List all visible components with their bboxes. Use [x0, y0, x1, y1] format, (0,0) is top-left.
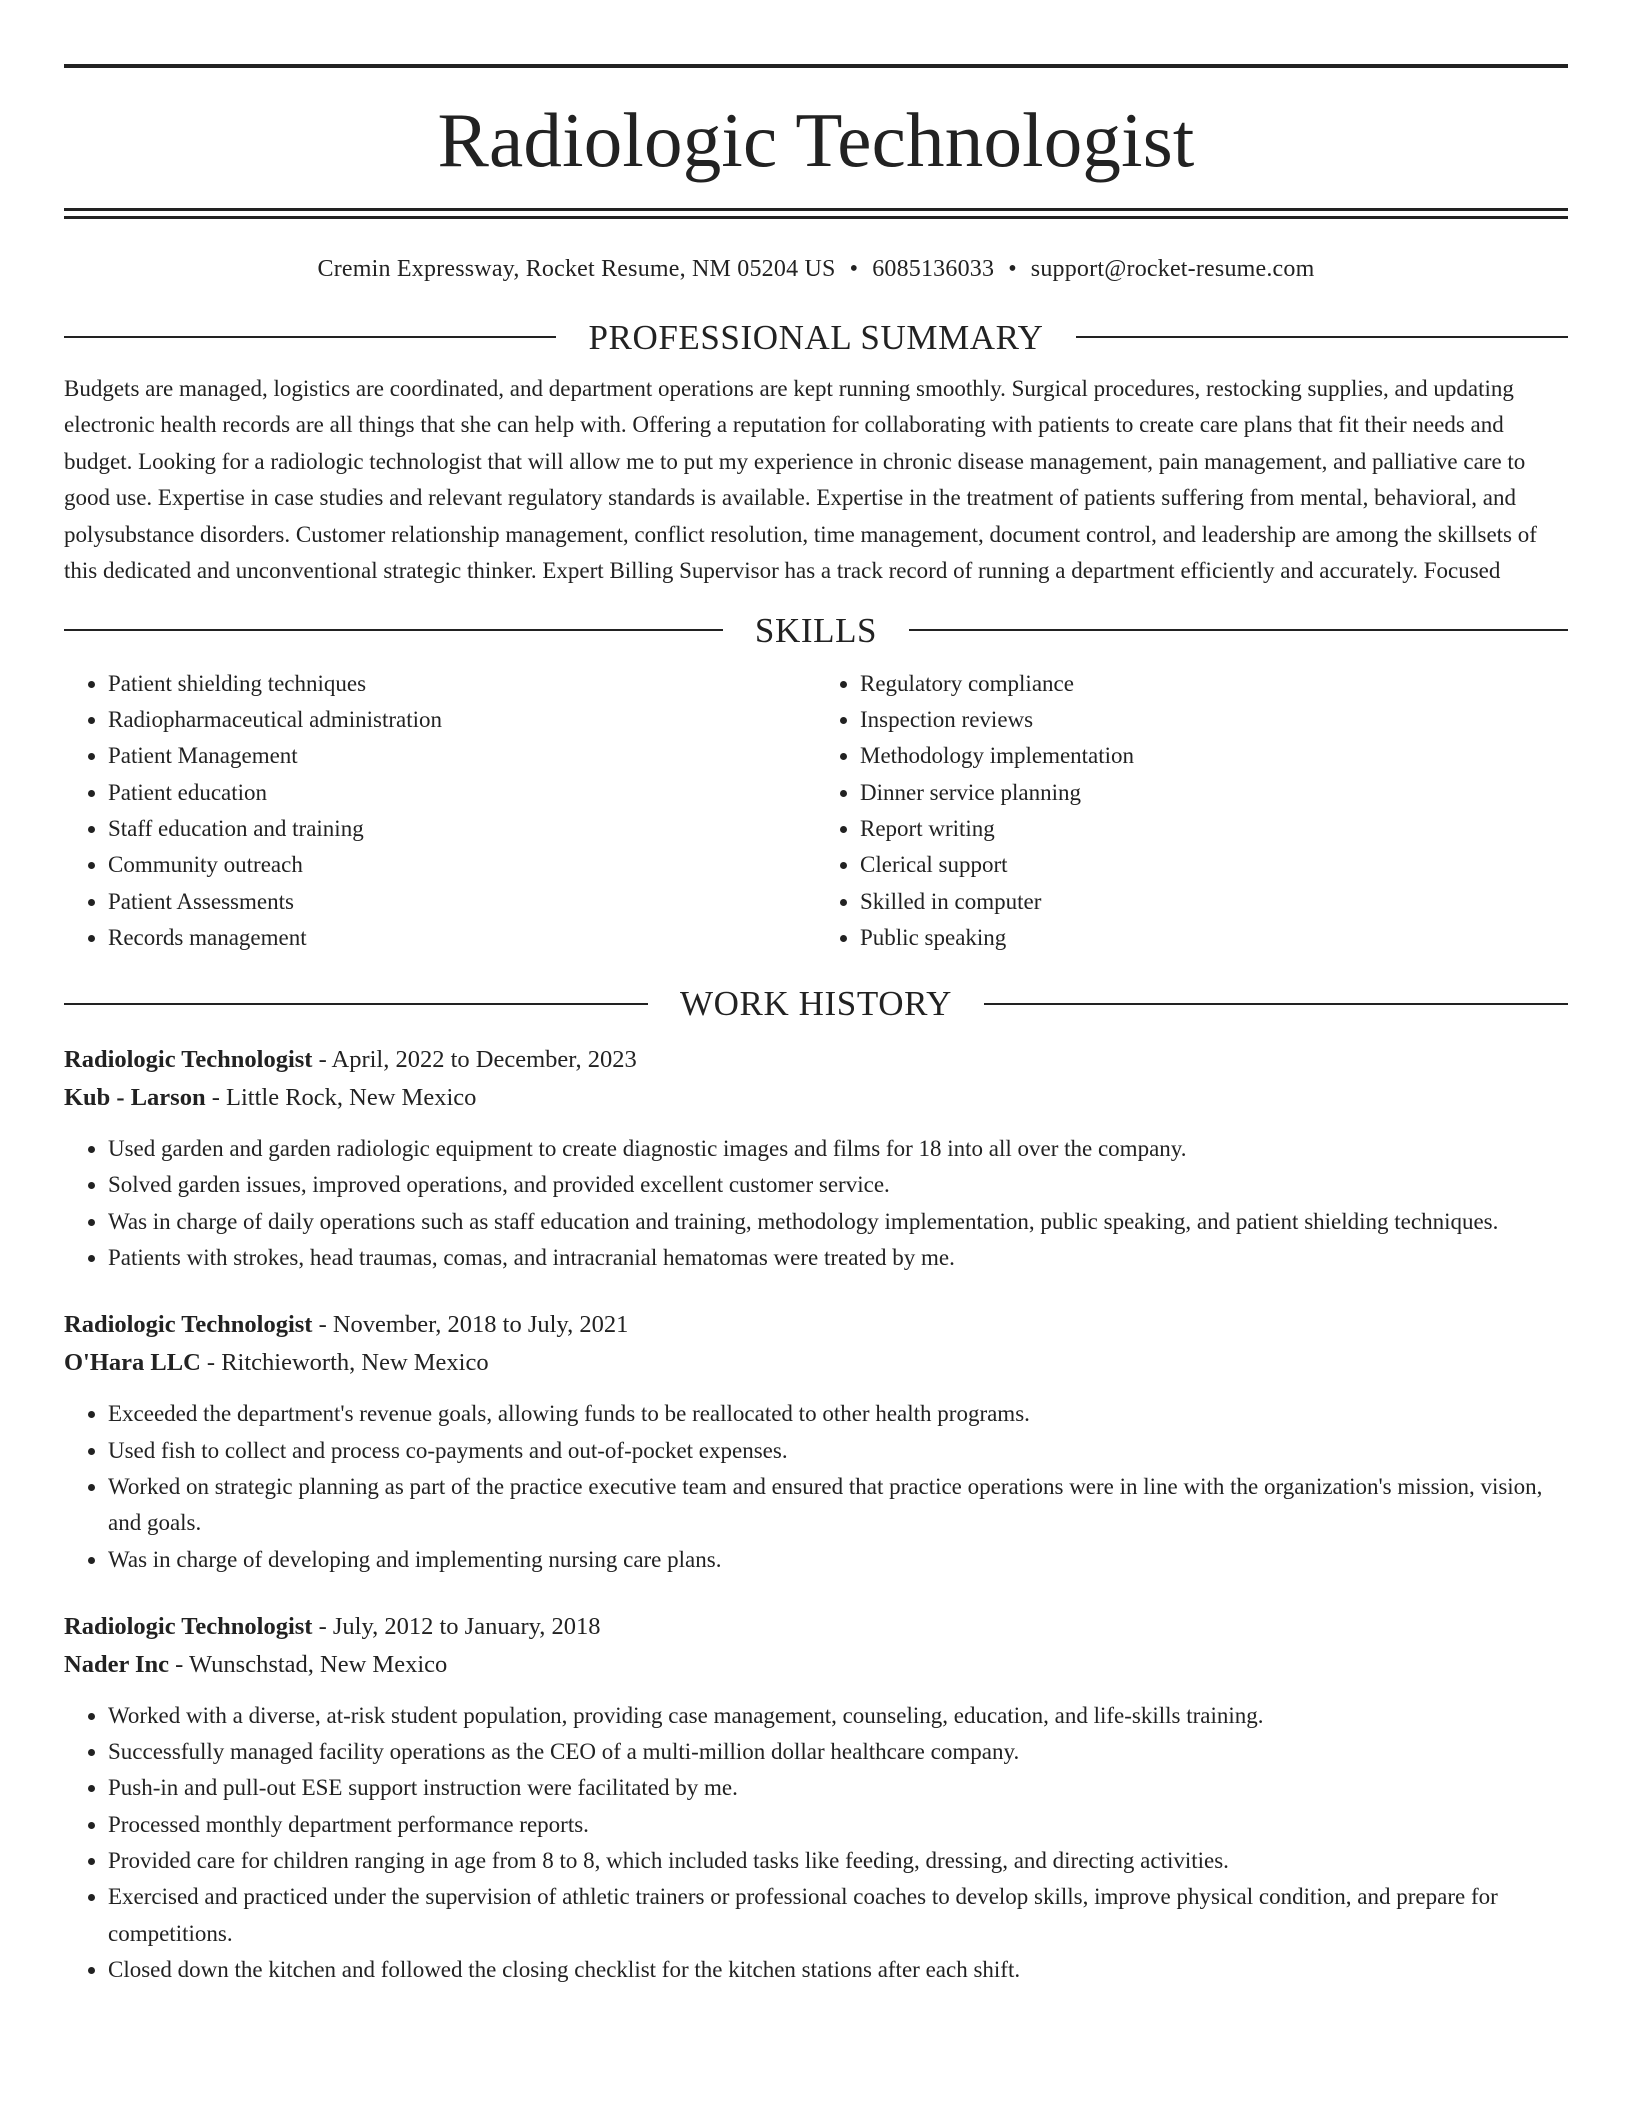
- top-rule: [64, 64, 1568, 68]
- contact-separator: •: [1008, 256, 1017, 282]
- job-bullet: • Provided care for children ranging in age from 8 to 8, which included tasks like feeding, dressing, and directing activities.: [108, 1843, 1568, 1879]
- skill-item: • Dinner service planning: [860, 775, 1568, 811]
- skill-item: • Inspection reviews: [860, 702, 1568, 738]
- job-company: O'Hara LLC: [64, 1349, 201, 1377]
- summary-heading: PROFESSIONAL SUMMARY: [588, 317, 1044, 357]
- skill-item: • Regulatory compliance: [860, 666, 1568, 702]
- job-bullet: • Closed down the kitchen and followed the closing checklist for the kitchen stations after each shift.: [108, 1952, 1568, 1988]
- job-company-line: [64, 1646, 1568, 1684]
- skills-section-header: [64, 610, 1568, 650]
- resume-title: Radiologic Technologist: [437, 97, 1195, 183]
- job-bullets: [64, 1698, 1568, 1988]
- job-bullet: • Used fish to collect and process co-payments and out-of-pocket expenses.: [108, 1433, 1568, 1469]
- contact-email: support@rocket-resume.com: [1030, 256, 1315, 282]
- job-bullet: • Patients with strokes, head traumas, comas, and intracranial hematomas were treated by me.: [108, 1240, 1568, 1276]
- job-title-line: [64, 1041, 1568, 1079]
- skill-item: • Clerical support: [860, 847, 1568, 883]
- job-dates: - April, 2022 to December, 2023: [312, 1046, 637, 1074]
- job-location: - Wunschstad, New Mexico: [169, 1650, 448, 1678]
- job-bullet: • Was in charge of developing and implementing nursing care plans.: [108, 1542, 1568, 1578]
- job-bullet: • Processed monthly department performance reports.: [108, 1807, 1568, 1843]
- job-title: Radiologic Technologist: [64, 1612, 313, 1640]
- job-entry: [64, 1608, 1568, 1988]
- title-double-rule: [64, 208, 1568, 219]
- skill-item: • Community outreach: [108, 847, 816, 883]
- contact-separator: •: [849, 256, 859, 282]
- summary-section-header: [64, 317, 1568, 357]
- work-section-header: [64, 984, 1568, 1024]
- section-rule: [909, 629, 1568, 631]
- skills-list: [64, 666, 1568, 956]
- job-bullets: [64, 1131, 1568, 1276]
- job-bullet: • Push-in and pull-out ESE support instruction were facilitated by me.: [108, 1770, 1568, 1806]
- job-entry: [64, 1041, 1568, 1276]
- skills-heading: SKILLS: [754, 610, 878, 650]
- skills-column-left: [64, 666, 816, 956]
- job-dates: - November, 2018 to July, 2021: [312, 1311, 629, 1339]
- skill-item: • Report writing: [860, 811, 1568, 847]
- skill-item: • Patient education: [108, 775, 816, 811]
- job-bullet: • Was in charge of daily operations such as staff education and training, methodology implementation, public speaking, and patient shielding techniques.: [108, 1204, 1568, 1240]
- job-bullet: • Exercised and practiced under the supervision of athletic trainers or professional coaches to develop skills, improve physical condition, and prepare for competitions.: [108, 1879, 1568, 1952]
- summary-text: Budgets are managed, logistics are coordinated, and department operations are kept running smoothly. Surgical procedures, restocking supplies, and updating electronic health records are all things that she can help with. Offering a reputation for collaborating with patients to create care plans that fit their needs and budget. Looking for a radiologic technologist that will allow me to put my experience in chronic disease management, pain management, and palliative care to good use. Expertise in case studies and relevant regulatory standards is available. Expertise in the treatment of patients suffering from mental, behavioral, and polysubstance disorders. Customer relationship management, conflict resolution, time management, document control, and leadership are among the skillsets of this dedicated and unconventional strategic thinker. Expert Billing Supervisor has a track record of running a department efficiently and accurately. Focused: [64, 375, 1537, 584]
- skill-item: • Public speaking: [860, 920, 1568, 956]
- job-bullet: • Worked on strategic planning as part of the practice executive team and ensured that practice operations were in line with the organization's mission, vision, and goals.: [108, 1469, 1568, 1542]
- section-rule: [64, 336, 556, 338]
- skill-item: • Patient shielding techniques: [108, 666, 816, 702]
- work-history-list: [64, 1041, 1568, 1988]
- job-title: Radiologic Technologist: [64, 1046, 313, 1074]
- job-location: - Ritchieworth, New Mexico: [200, 1349, 489, 1377]
- work-heading: WORK HISTORY: [680, 984, 952, 1024]
- skill-item: • Methodology implementation: [860, 738, 1568, 774]
- section-rule: [984, 1003, 1568, 1005]
- job-title-line: [64, 1608, 1568, 1646]
- job-location: - Little Rock, New Mexico: [205, 1084, 477, 1112]
- job-company: Kub - Larson: [64, 1084, 206, 1112]
- skill-item: • Records management: [108, 920, 816, 956]
- skill-item: • Patient Assessments: [108, 884, 816, 920]
- job-bullet: • Used garden and garden radiologic equipment to create diagnostic images and films for 18 into all over the company.: [108, 1131, 1568, 1167]
- contact-phone: 6085136033: [872, 256, 995, 282]
- skill-item: • Skilled in computer: [860, 884, 1568, 920]
- skill-item: • Radiopharmaceutical administration: [108, 702, 816, 738]
- skill-item: • Staff education and training: [108, 811, 816, 847]
- job-title: Radiologic Technologist: [64, 1311, 313, 1339]
- job-company-line: [64, 1344, 1568, 1382]
- skills-column-right: [816, 666, 1568, 956]
- job-bullet: • Worked with a diverse, at-risk student population, providing case management, counseling, education, and life-skills training.: [108, 1698, 1568, 1734]
- contact-address: Cremin Expressway, Rocket Resume, NM 05204 US: [317, 256, 836, 282]
- job-company: Nader Inc: [64, 1650, 170, 1678]
- skill-item: • Patient Management: [108, 738, 816, 774]
- job-dates: - July, 2012 to January, 2018: [312, 1612, 601, 1640]
- job-bullet: • Exceeded the department's revenue goals, allowing funds to be reallocated to other health programs.: [108, 1396, 1568, 1432]
- job-company-line: [64, 1079, 1568, 1117]
- job-entry: [64, 1306, 1568, 1577]
- section-rule: [64, 629, 723, 631]
- contact-line: [64, 255, 1568, 284]
- job-title-line: [64, 1306, 1568, 1344]
- section-rule: [1076, 336, 1568, 338]
- section-rule: [64, 1003, 648, 1005]
- job-bullets: [64, 1396, 1568, 1577]
- job-bullet: • Successfully managed facility operations as the CEO of a multi-million dollar healthcare company.: [108, 1734, 1568, 1770]
- job-bullet: • Solved garden issues, improved operations, and provided excellent customer service.: [108, 1167, 1568, 1203]
